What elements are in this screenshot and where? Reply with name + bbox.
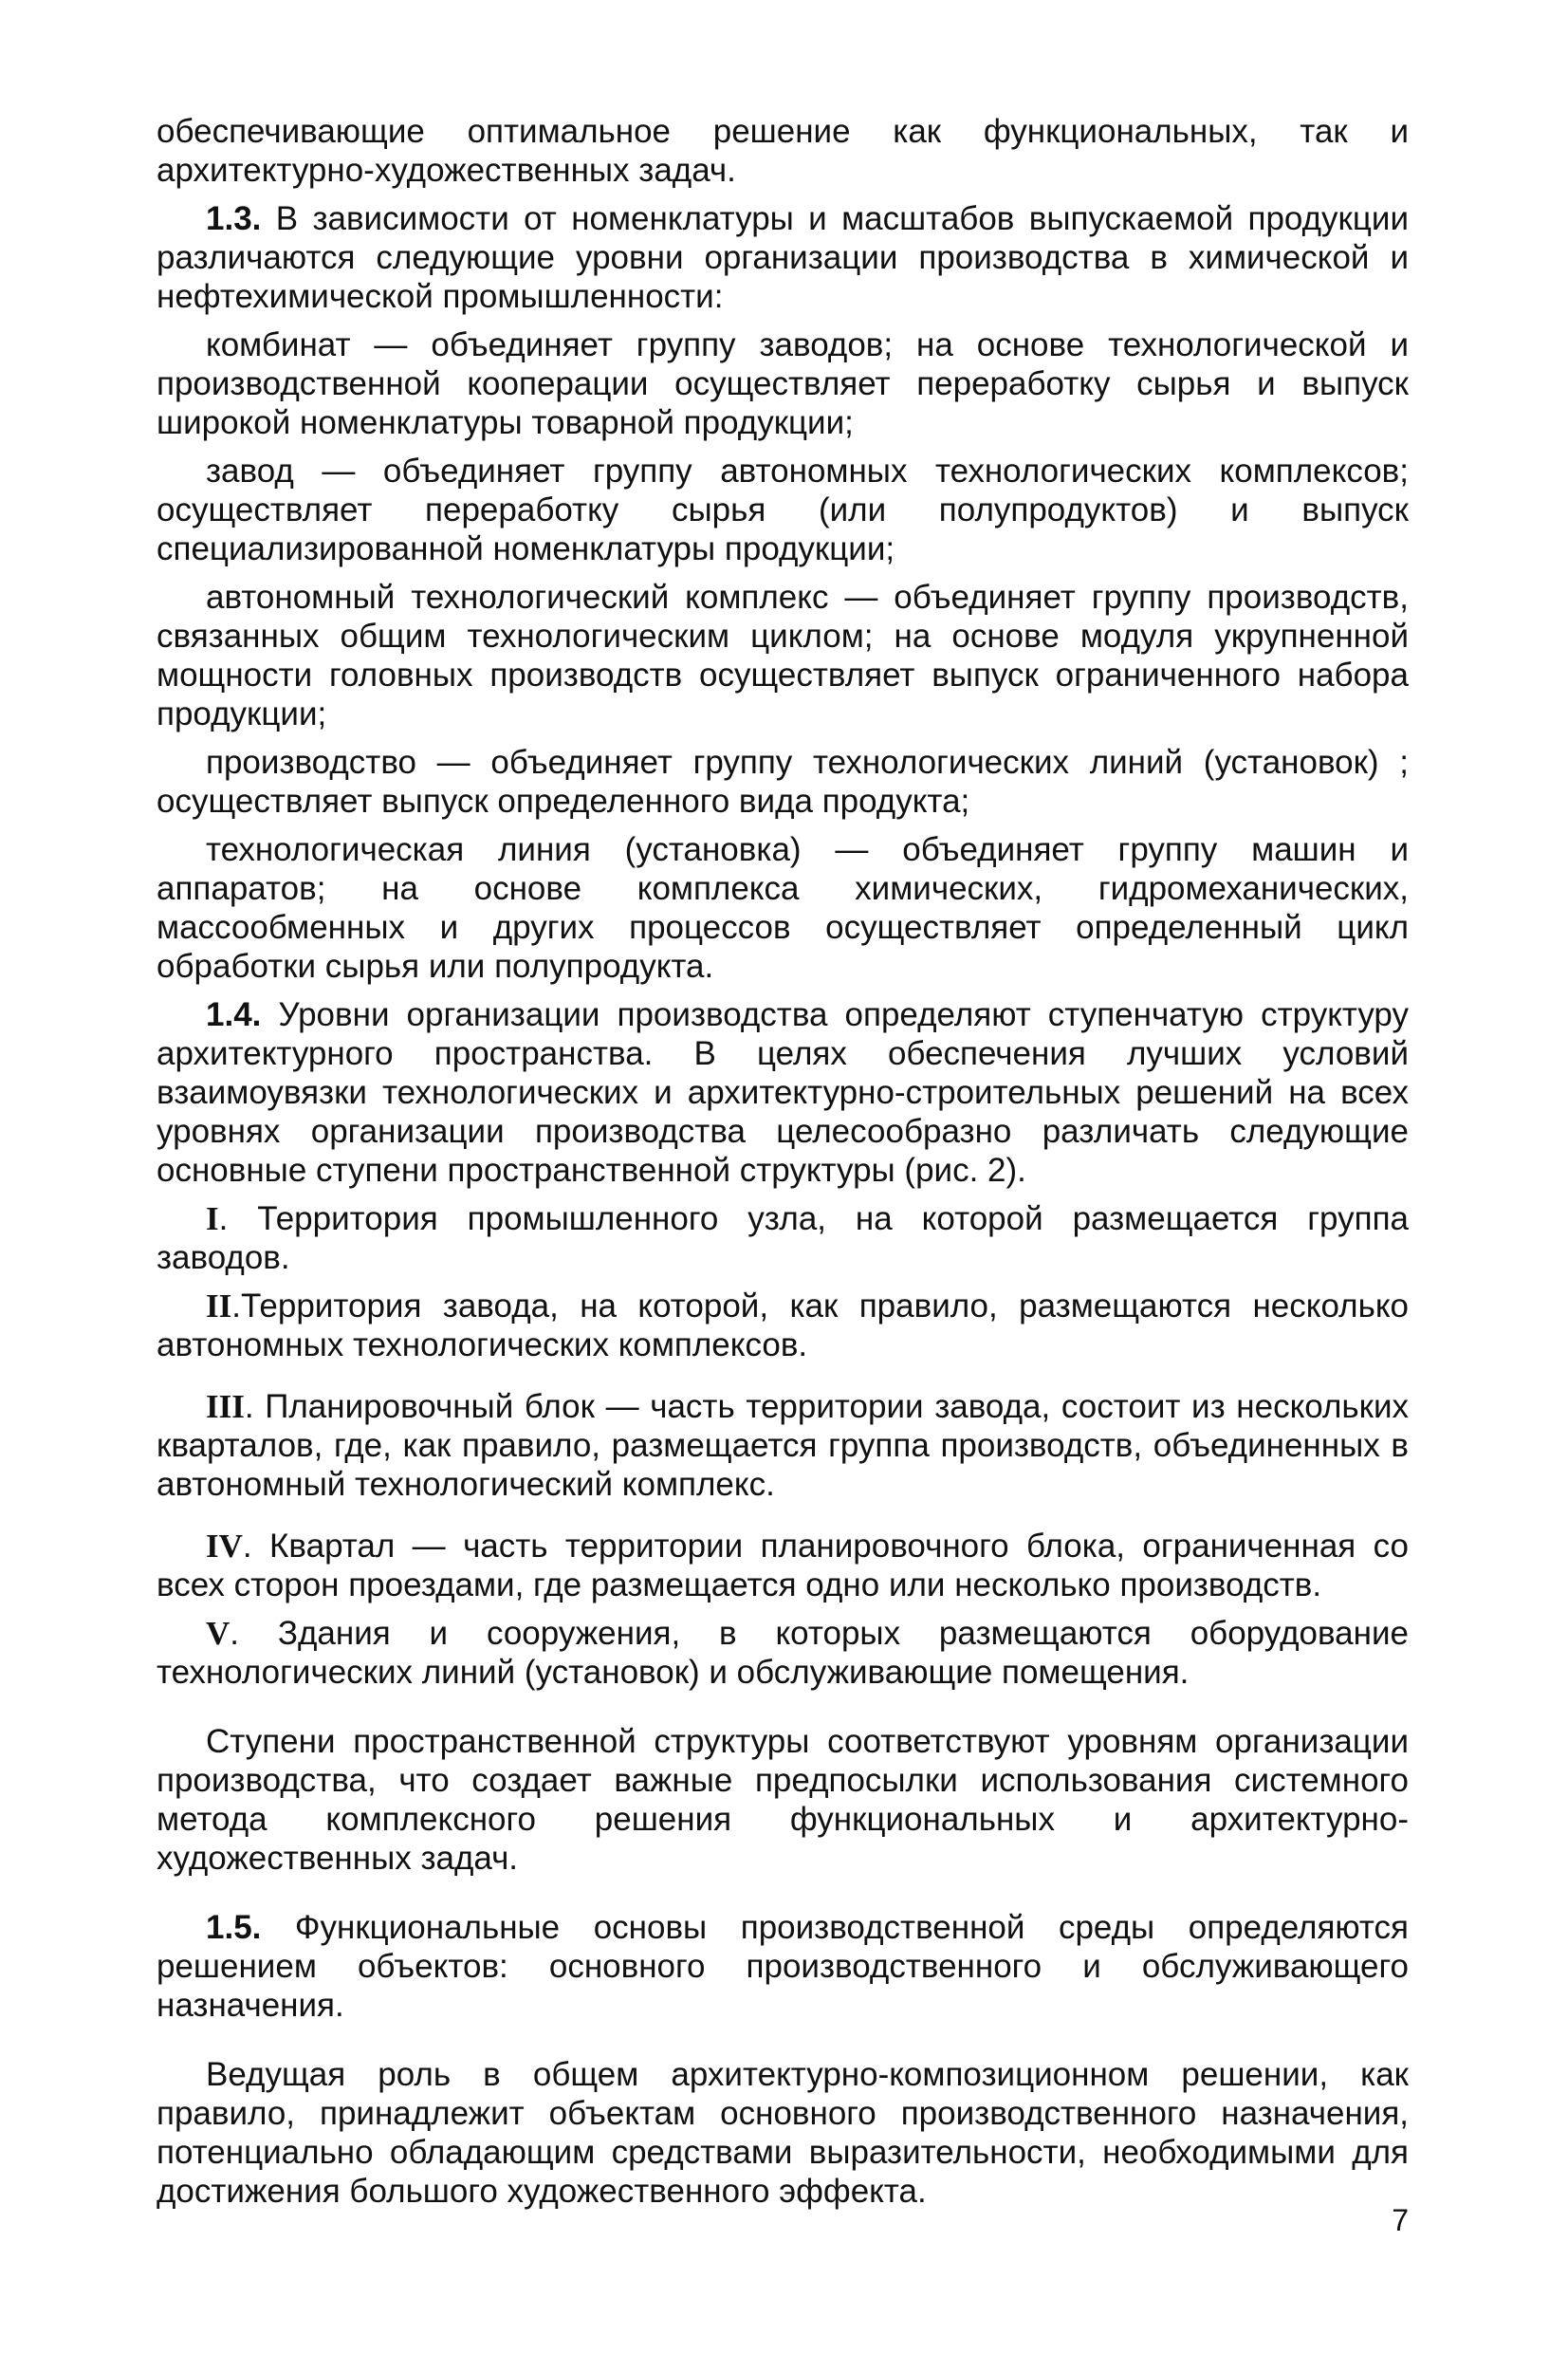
roman-numeral: IV (206, 1528, 243, 1565)
paragraph-leading-role: Ведущая роль в общем архитектурно-композиционном решении, как правило, принадлежит объектам основного производственного назначения, потенциально обладающим средствами выразительности, необходимыми для достижения большого художественного эффекта. (157, 2056, 1409, 2210)
structure-level-4: IV. Квартал — часть территории планировочного блока, ограниченная со всех сторон проездами, где размещается одно или несколько производств. (157, 1528, 1409, 1603)
list-item-production: производство — объединяет группу технологических линий (установок) ; осуществляет выпуск определенного вида продукта; (157, 744, 1409, 820)
paragraph-section-1-4: 1.4. Уровни организации производства определяют ступенчатую структуру архитектурного пространства. В целях обеспечения лучших условий взаимоувязки технологических и архитектурно-строительных решений на всех уровнях организации производства целесообразно различать следующие основные ступени пространственной структуры (рис. 2). (157, 996, 1409, 1189)
section-number: 1.3. (206, 200, 262, 237)
structure-level-2: II.Территория завода, на которой, как правило, размещаются несколько автономных технологических комплексов. (157, 1288, 1409, 1363)
structure-level-5: V. Здания и сооружения, в которых размещаются оборудование технологических линий (установок) и обслуживающие помещения. (157, 1615, 1409, 1691)
list-item-combine: комбинат — объединяет группу заводов; на основе технологической и производственной кооперации осуществляет переработку сырья и выпуск широкой номенклатуры товарной продукции; (157, 326, 1409, 441)
paragraph-section-1-5: 1.5. Функциональные основы производственной среды определяются решением объектов: основного производственного и обслуживающего назначения. (157, 1909, 1409, 2024)
roman-numeral: V (206, 1615, 231, 1652)
roman-numeral: II (206, 1288, 232, 1325)
list-item-complex: автономный технологический комплекс — объединяет группу производств, связанных общим технологическим циклом; на основе модуля укрупненной мощности головных производств осуществляет выпуск ограниченного набора продукции; (157, 579, 1409, 732)
page-body (157, 112, 1409, 2211)
structure-level-3: III. Планировочный блок — часть территории завода, состоит из нескольких кварталов, где, как правило, размещается группа производств, объединенных в автономный технологический комплекс. (157, 1388, 1409, 1503)
roman-numeral: I (206, 1200, 219, 1237)
list-item-line: технологическая линия (установка) — объединяет группу машин и аппаратов; на основе комплекса химических, гидромеханических, массообменных и других процессов осуществляет определенный цикл обработки сырья или полупродукта. (157, 831, 1409, 985)
structure-level-1: I. Территория промышленного узла, на которой размещается группа заводов. (157, 1200, 1409, 1276)
roman-numeral: III (206, 1388, 245, 1425)
section-number: 1.4. (206, 996, 262, 1033)
paragraph-section-1-3: 1.3. В зависимости от номенклатуры и масштабов выпускаемой продукции различаются следующие уровни организации производства в химической и нефтехимической промышленности: (157, 200, 1409, 315)
page-number: 7 (1392, 2203, 1409, 2237)
list-item-plant: завод — объединяет группу автономных технологических комплексов; осуществляет переработку сырья (или полупродуктов) и выпуск специализированной номенклатуры продукции; (157, 453, 1409, 567)
paragraph-structure-summary: Ступени пространственной структуры соответствуют уровням организации производства, что создает важные предпосылки использования системного метода комплексного решения функциональных и архитектурно-художественных задач. (157, 1723, 1409, 1877)
paragraph-continuation: обеспечивающие оптимальное решение как функциональных, так и архитектурно-художественных задач. (157, 113, 1409, 189)
section-number: 1.5. (206, 1909, 262, 1946)
